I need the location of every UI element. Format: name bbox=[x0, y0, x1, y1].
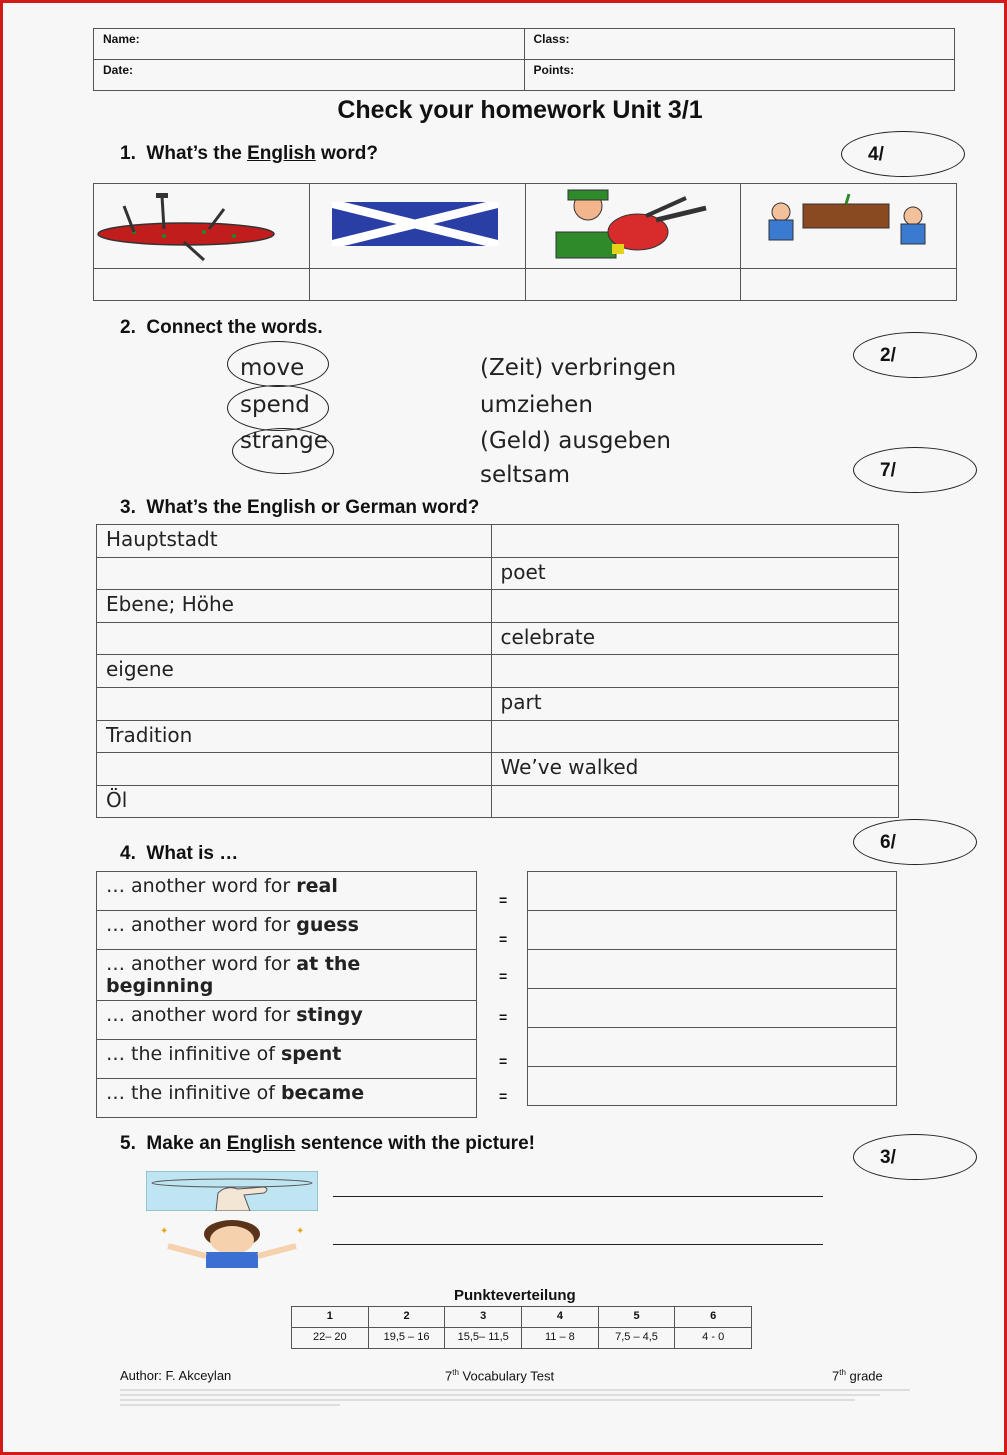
points-label: Points: bbox=[533, 63, 575, 77]
prompt-cell: … the infinitive of became bbox=[97, 1079, 477, 1118]
q3-heading: 3. What’s the English or German word? bbox=[120, 497, 480, 518]
equals-sign: = bbox=[499, 1088, 508, 1104]
circle-mark bbox=[232, 428, 334, 474]
svg-text:✦: ✦ bbox=[160, 1226, 169, 1237]
word-spend: spend bbox=[240, 392, 310, 418]
range-cell: 22– 20 bbox=[292, 1328, 369, 1349]
date-field[interactable] bbox=[94, 60, 525, 91]
circle-mark bbox=[227, 341, 329, 387]
vocab-cell[interactable] bbox=[491, 720, 898, 753]
vocab-cell[interactable] bbox=[491, 655, 898, 688]
q1-picture-table bbox=[93, 183, 957, 301]
grade-cell: 4 bbox=[522, 1307, 599, 1328]
q1-heading: 1. What’s the English word? bbox=[120, 143, 378, 164]
word-geld-ausgeben: (Geld) ausgeben bbox=[480, 428, 671, 454]
vocab-cell: Ebene; Höhe bbox=[97, 590, 492, 623]
date-label: Date: bbox=[103, 63, 134, 77]
grade-cell: 1 bbox=[292, 1307, 369, 1328]
vocab-cell: Öl bbox=[97, 785, 492, 818]
vocab-cell: Hauptstadt bbox=[97, 525, 492, 558]
answer-cell[interactable] bbox=[528, 911, 897, 950]
q3-vocab-table bbox=[96, 524, 899, 818]
prompt-cell: … another word for real bbox=[97, 872, 477, 911]
header-table bbox=[93, 28, 955, 91]
vocab-cell[interactable] bbox=[97, 687, 492, 720]
points-table-title: Punkteverteilung bbox=[454, 1287, 576, 1304]
image-source-fine-print bbox=[120, 1386, 920, 1409]
bagpipes-picture bbox=[94, 184, 310, 269]
vocab-cell[interactable] bbox=[491, 785, 898, 818]
grade-cell: 6 bbox=[675, 1307, 752, 1328]
grade-cell: 3 bbox=[445, 1307, 522, 1328]
footer-test-name: 7th Vocabulary Test bbox=[445, 1368, 555, 1384]
prompt-cell: … another word for guess bbox=[97, 911, 477, 950]
points-table bbox=[291, 1306, 752, 1349]
points-field[interactable] bbox=[524, 60, 955, 91]
prompt-cell: … another word for at the beginning bbox=[97, 950, 477, 1001]
range-cell: 19,5 – 16 bbox=[368, 1328, 445, 1349]
word-umziehen: umziehen bbox=[480, 392, 593, 418]
equals-sign: = bbox=[499, 892, 508, 908]
answer-line[interactable] bbox=[333, 1196, 823, 1197]
pointing-hand-picture bbox=[146, 1171, 318, 1211]
vocab-cell: We’ve walked bbox=[491, 753, 898, 786]
page-title: Check your homework Unit 3/1 bbox=[337, 96, 703, 124]
answer-cell[interactable] bbox=[94, 269, 310, 301]
vocab-cell[interactable] bbox=[491, 590, 898, 623]
class-field[interactable] bbox=[524, 29, 955, 60]
q3-points-oval: 7/ bbox=[853, 447, 977, 493]
range-cell: 15,5– 11,5 bbox=[445, 1328, 522, 1349]
range-cell: 4 - 0 bbox=[675, 1328, 752, 1349]
answer-cell[interactable] bbox=[528, 1028, 897, 1067]
bagpiper-picture bbox=[525, 184, 741, 269]
scotland-flag-picture bbox=[309, 184, 525, 269]
range-cell: 7,5 – 4,5 bbox=[598, 1328, 675, 1349]
footer-grade: 7th grade bbox=[832, 1368, 883, 1384]
answer-line[interactable] bbox=[333, 1244, 823, 1245]
vocab-cell: part bbox=[491, 687, 898, 720]
vocab-cell: eigene bbox=[97, 655, 492, 688]
q4-prompt-table bbox=[96, 871, 477, 1118]
circle-mark bbox=[227, 385, 329, 431]
svg-text:✦: ✦ bbox=[296, 1226, 305, 1237]
answer-cell[interactable] bbox=[525, 269, 741, 301]
answer-cell[interactable] bbox=[528, 1067, 897, 1106]
grade-cell: 2 bbox=[368, 1307, 445, 1328]
q4-points-oval: 6/ bbox=[853, 819, 977, 865]
q5-heading: 5. Make an English sentence with the picture! bbox=[120, 1133, 535, 1154]
word-seltsam: seltsam bbox=[480, 462, 571, 488]
q1-points-oval: 4/ bbox=[841, 131, 965, 177]
name-field[interactable] bbox=[94, 29, 525, 60]
equals-sign: = bbox=[499, 1009, 508, 1025]
range-cell: 11 – 8 bbox=[522, 1328, 599, 1349]
movers-picture bbox=[741, 184, 957, 269]
grade-cell: 5 bbox=[598, 1307, 675, 1328]
answer-cell[interactable] bbox=[528, 950, 897, 989]
vocab-cell: Tradition bbox=[97, 720, 492, 753]
vocab-cell[interactable] bbox=[491, 525, 898, 558]
q2-heading: 2. Connect the words. bbox=[120, 317, 323, 338]
shrugging-person-picture bbox=[146, 1220, 318, 1268]
q5-points-oval: 3/ bbox=[853, 1134, 977, 1180]
name-label: Name: bbox=[103, 32, 140, 46]
answer-cell[interactable] bbox=[528, 872, 897, 911]
word-strange: strange bbox=[240, 428, 328, 454]
equals-sign: = bbox=[499, 931, 508, 947]
answer-cell[interactable] bbox=[309, 269, 525, 301]
answer-cell[interactable] bbox=[741, 269, 957, 301]
q4-heading: 4. What is … bbox=[120, 843, 239, 864]
vocab-cell[interactable] bbox=[97, 753, 492, 786]
prompt-cell: … another word for stingy bbox=[97, 1001, 477, 1040]
vocab-cell: celebrate bbox=[491, 622, 898, 655]
vocab-cell: poet bbox=[491, 557, 898, 590]
word-move: move bbox=[240, 355, 305, 381]
q4-answer-table bbox=[527, 871, 897, 1106]
word-zeit-verbringen: (Zeit) verbringen bbox=[480, 355, 677, 381]
class-label: Class: bbox=[533, 32, 570, 46]
equals-sign: = bbox=[499, 968, 508, 984]
answer-cell[interactable] bbox=[528, 989, 897, 1028]
q2-points-oval: 2/ bbox=[853, 332, 977, 378]
footer-author: Author: F. Akceylan bbox=[120, 1368, 232, 1383]
vocab-cell[interactable] bbox=[97, 557, 492, 590]
vocab-cell[interactable] bbox=[97, 622, 492, 655]
equals-sign: = bbox=[499, 1053, 508, 1069]
prompt-cell: … the infinitive of spent bbox=[97, 1040, 477, 1079]
